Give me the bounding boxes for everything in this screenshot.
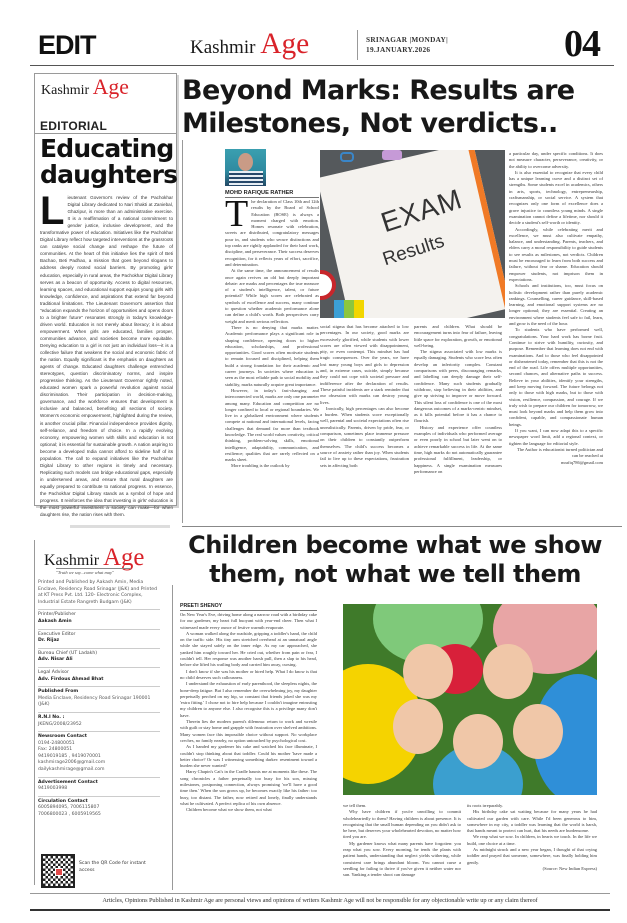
advert-value: 9419003998 xyxy=(38,786,68,792)
article-column-1 xyxy=(180,612,317,814)
editorial-label: EDITORIAL xyxy=(40,119,108,133)
paragraph: We reap what we sow. In children, in hearts we touch. In the life we build, one choice at a time. xyxy=(467,834,597,846)
article-column-3 xyxy=(414,324,502,475)
paragraph: a particular day, under specific conditions. It does not measure character, perseverance, creativity, or the ability to overcome adversity. xyxy=(509,151,603,169)
editorial-text: ieutenant Governor's review of the Pachokhar Digital Library dedicated to Nari Shakti at Zaniebal, Ghazipur, is more than an administrative exercise. It is a reaffirmation of a national commitment to gender justice, inclusive development, and the transformative power of education. Initiatives like the Pachokhar Digital Library reflect how targeted interventions at the grassroots can catalyse social change and reshape the future of communities. At the heart of this initiative lies the spirit of Beti Bachao, Beti Padhao, a mission that goes beyond slogans to address deeply rooted social barriers. By promoting girls' education, especially in rural areas, the Pachokhar Digital Library serves as a beacon of opportunity. Access to digital resources, learning spaces, and educational support equips young girls with knowledge, confidence, and aspirations that extend far beyond traditional limitations. The Lieutenant Governor's assertion that "education expands the horizon of opportunities and opens doors to a brighter future" resonates strongly in today's knowledge-driven world. Education is not merely about literacy; it is about empowerment. When girls are educated, families prosper, communities advance, and societies become more equitable. Denying education to a girl is not just an individual loss—it is a collective failure that weakens the social and economic fabric of the nation. Equally significant is the emphasis on daughters as agents of change. Educated daughters challenge entrenched stereotypes, question discriminatory norms, and inspire progressive thinking. As the Lieutenant Governor rightly noted, educated women spark a powerful revolution against social discrimination. Their participation in decision-making, governance, and the workforce ensures that development is inclusive and balanced, benefiting all sections of society. Women's economic empowerment, highlighted during the review, is another crucial pillar. Financial independence provides dignity, self-reliance, and freedom of choice. In a rapidly evolving economy, empowering women with skills and education is not optional; it is essential for sustainable growth. A nation aspiring to become a developed India cannot afford to sideline half of its population. The call to expand initiatives like the Pachokhar Digital Library to other regions is timely and necessary. Replicating such models can bridge educational gaps, especially in underserved areas, and ensure that rural daughters are equally prepared to contribute to national progress. In essence, the Pachokhar Digital Library stands as a symbol of hope and progress. It reinforces the idea that investing in girls' education is the most powerful investment a society can make—for when daughters rise, the nation rises with them. xyxy=(40,195,173,518)
article-column-3 xyxy=(467,803,597,872)
article-headline[interactable]: Beyond Marks: Results are Milestones, Not verdicts.. xyxy=(182,75,575,139)
photo-text: Results xyxy=(380,230,447,271)
section-rule xyxy=(182,526,622,527)
paragraph: The stigma associated with low marks is equally damaging. Students who score less often develop an inferiority complex. Constant comparisons with peers, discouraging remarks, and labelling can deeply damage their self-confidence. Many such students gradually withdraw, stop believing in their abilities, and give up striving to improve or move forward. This silent loss of confidence is one of the most dangerous outcomes of a marks-centric mindset, as it kills potential before it has a chance to flourish. xyxy=(414,349,502,424)
imprint-value: Dr. Rijaz xyxy=(38,638,60,644)
newsroom-mobile: 9419019185 , 9419070001 xyxy=(38,753,101,759)
page-number: 04 xyxy=(564,23,600,65)
imprint-topbar xyxy=(70,525,170,528)
article-column-2 xyxy=(320,324,409,469)
footer-disclaimer: Articles, Opinions Published in Kashmir Age are personal views and opinions of writers Kashmir Age will not be responsible for any objectionable write up or any claim thereof xyxy=(102,897,538,904)
logo-accent: Age xyxy=(260,28,310,60)
logo-accent: Age xyxy=(92,75,129,99)
imprint-label: Executive Editor xyxy=(38,631,76,637)
issue-date: 19.JANUARY.2026 xyxy=(366,45,431,54)
section-label: EDIT xyxy=(38,30,96,60)
children-photo xyxy=(343,604,597,795)
paragraph: Schools and institutions, too, must focus on holistic development rather than purely academic rankings. Counselling, career guidance, skill-based learning, and emotional support systems are no longer optional; they are essential. Creating an environment where students feel safe to fail, learn, and grow is the need of the hour. xyxy=(509,283,603,327)
logo-text: Kashmir xyxy=(41,83,93,98)
rni-label: R.N.I No. : xyxy=(38,714,65,720)
paragraph: parents and children. What should be encouragement turns into fear of failure, leaving little space for exploration, growth, or emotional well-being. xyxy=(414,324,502,348)
paragraph: History and experience offer countless examples of individuals who performed average or even poorly in school but later went on to achieve remarkable success in life. At the same time, high marks do not automatically guarantee professional fulfillment, leadership, or happiness. A single examination measures performance on xyxy=(414,424,502,474)
tagline: "Truth we say...come what may" xyxy=(56,568,131,575)
photo-text: EXAM xyxy=(377,182,466,239)
article-column-2 xyxy=(343,803,461,879)
paragraph: Therein lies the modern parent's dilemma: return to work and wrestle with guilt or stay home and grapple with frustration over shelved ambitions. Many women face this impossible choice without support. No workplace creches, no family nearby, no option untouched by psychological cost. xyxy=(180,719,317,743)
source-credit: (Source: New Indian Express) xyxy=(542,865,597,871)
dateline xyxy=(366,35,448,55)
newsroom-fax: Fax: 24800051 xyxy=(38,747,73,753)
exam-results-photo xyxy=(320,150,505,318)
qr-code-icon[interactable] xyxy=(41,854,75,888)
author-email[interactable]: mrafiq786@gmail.com xyxy=(560,459,603,465)
column-divider xyxy=(172,585,173,890)
drop-cap: T xyxy=(225,193,249,235)
paragraph: There is no denying that marks matter. Academic performance plays a significant role in shaping confidence, opening doors to higher education, scholarships, and professional opportunities. Good scores often motivate students to remain focused and disciplined, helping them build a strong foundation for their academic and career journeys. In societies where education is seen as the most reliable path to social mobility and stability, marks naturally acquire great importance. xyxy=(225,324,319,387)
newsroom-phone: 0194-24800051 xyxy=(38,740,75,746)
editorial-body xyxy=(40,189,173,518)
paragraph: As I handed my gardener his cake and watched his face illuminate, I couldn't stop thinking about that toddler. Could his mother 'have made a better choice? Or was I witnessing something darker: resentment toward a burden she never wanted? xyxy=(180,744,317,769)
paragraph: Ironically, high percentages can also become a burden. When students score exceptionally well, parental and societal expectations often rise unrealistically. Parents, driven by pride, fear, or comparison, sometimes place immense pressure on their children to constantly outperform themselves. The child's success becomes a source of anxiety rather than joy. When students fail to live up to these expectations, frustration sets in affecting both xyxy=(320,405,409,468)
rni-value: JKENG/2008/23952 xyxy=(38,721,82,727)
paragraph: he declaration of Class 10th and 12th results by the Board of School Education (BOSE) is always a moment charged with emotion. Homes resonate with celebration, sweets are distributed, congratulatory messages pour in, and students who secure distinctions and top ranks are rightly applauded for their hard work, discipline, and perseverance. Their success deserves recognition, for it reflects years of effort, sacrifice, and determination. xyxy=(225,199,320,267)
drop-cap: L xyxy=(40,189,65,233)
paragraph: A woman walked along the roadside, gripping a toddler's hand, the child on the traffic side. His tiny arm stretched overhead at an unnatural angle while she stayed safely on the inner edge. As my car approached, she yanked him roughly toward her. He cried out, whether from pain or fear, I couldn't tell. Her response was another harsh pull, then a slap to his head, before she lifted his wailing body and carried him away, cursing. xyxy=(180,630,317,668)
header-divider xyxy=(357,30,358,60)
editorial-logo xyxy=(41,75,129,99)
author-byline: MOHD RAFIQUE RATHER xyxy=(225,190,319,198)
paragraph: I understand the exhaustion of early parenthood, the sleepless nights, the bone-deep fatigue. But I also remember the overwhelming joy, my daughter perpetually perched on my hip, so constant that friends joked she was my 'extra fitting.' I chose not to hire help because I couldn't imagine entrusting my children to anyone else. I also recognise this is a privilege many don't have. xyxy=(180,681,317,718)
newsroom-label: Newsroom Contact xyxy=(38,734,87,740)
paragraph: its roots irreparably. xyxy=(467,803,504,808)
imprint-label: Legal Advisor xyxy=(38,669,69,675)
author-byline: PREETI SHENOY xyxy=(180,603,317,611)
article-headline[interactable]: Children become what we show them, not what we tell them xyxy=(188,531,602,588)
paragraph: It is also essential to recognize that every child has a unique learning curve and a distinct set of strengths. Some students excel in academics, others in arts, sports, technology, entrepreneurship, craftsmanship, or social service. A system that recognizes only one form of excellence does a grave injustice to countless young minds. A single examination cannot define a lifetime, nor should it decide a student's self-worth or identity. xyxy=(509,169,603,226)
author-note: The Author is educationist turned politician and can be reached at xyxy=(517,446,603,459)
paragraph: However, in today's fast-changing and interconnected world, marks are only one parameter among many. Education and competition are no longer confined to local or regional boundaries. We live in a globalized environment where students compete at national and international levels, facing challenges that demand far more than textbook knowledge. The real world values creativity, critical thinking, problem-solving skills, emotional intelligence, adaptability, communication, and resilience; qualities that are rarely reflected on a marks sheet. xyxy=(225,387,319,463)
paragraph: My gardener knows what many parents have forgotten: you reap what you sow. Every morning, he tends the plants with patient hands, understanding that neglect yields withering, while consistent care brings abundant bloom. You cannot curse a seedling for failing to thrive if you've given it neither water nor sun. Yanking a tender shoot can damage xyxy=(343,840,461,878)
paragraph: social stigma that has become attached to low percentages. In our society, good marks are excessively glorified, while students with lower scores are often viewed with disappointment, pity, or even contempt. This mindset has had tragic consequences. Over the years, we have lost many young boys and girls to depression and, in extreme cases, suicide, simply because they could not cope with societal pressure and indifference after the declaration of results. These painful incidents are a stark reminder that our obsession with marks can destroy young lives. xyxy=(320,324,409,405)
imprint-value: Adv. Nisar Ali xyxy=(38,657,73,663)
published-from-label: Published From xyxy=(38,689,79,695)
imprint-logo xyxy=(44,544,145,571)
published-from: Media Enclave, Residency Road Srinagar 190001 (J&K) xyxy=(38,695,151,708)
paragraph: Why have children if you're unwilling to commit wholeheartedly to them? Having children is about presence. It is recognising that the small human depending on you didn't ask to be here, but deserves your wholehearted devotion, no matter how tired you are. xyxy=(343,809,461,840)
printed-by: Printed and Published by Aakash Amin, Media Enclave, Residency Road Srinagar (J&K) and Printed at KT Press Pvt. Ltd. 120- Electronic Complex, Industrial Estate Rangreth Budgam (J&K) xyxy=(38,578,160,610)
paragraph: To students who have performed well, congratulations. Your hard work has borne fruit. Continue to strive with humility, curiosity, and purpose. Remember that learning does not end with examinations. And to those who feel disappointed or disheartened today, remember that this is not the end of the road. Life offers multiple opportunities, second chances, and alternative paths to success. Believe in your abilities, identify your strengths, and keep moving forward. The future belongs not only to those with high marks, but to those with vision, resilience, compassion, and courage. If we truly wish to prepare our children for tomorrow, we must look beyond marks and help them grow into confident, capable, and compassionate human beings. xyxy=(509,327,603,427)
imprint-value: Aakash Amin xyxy=(38,618,72,624)
imprint-label: Printer/Publisher xyxy=(38,612,76,618)
paragraph: On New Year's Eve, driving home along a narrow road with a birthday cake for our gardener, my heart full buoyant with year-end cheer. Then what I witnessed made every ounce of festive warmth evaporate. xyxy=(180,612,317,630)
paragraph: Accordingly, while celebrating merit and excellence, we must also cultivate empathy, balance, and understanding. Parents, teachers, and elders carry a moral responsibility to guide students to see results as milestones, not verdicts. Children must be encouraged to learn from both success and failure, without fear or shame. Education should empower students, not imprison them in expectations. xyxy=(509,226,603,282)
circulation-label: Circulation Contact xyxy=(38,798,88,804)
masthead-logo[interactable] xyxy=(190,28,310,60)
newsroom-email[interactable]: dailykashmirage@gmail.com xyxy=(38,767,105,773)
paragraph: His birthday cake sat waiting because for many years he had cultivated our garden with care. While I'd been generous to him, somewhere in my city, a toddler was learning that the world is harsh, that hands meant to protect can hurt, that his needs are burdensome. xyxy=(467,809,597,834)
paragraph: If you want, I can now adapt this to a specific newspaper word limit, add a regional context, or tighten the language for editorial style. xyxy=(509,428,603,446)
paragraph: Children become what we show them, not what xyxy=(186,807,272,813)
newsroom-email[interactable]: kashmirage2006@gmail.com xyxy=(38,760,106,766)
alarm-clock-icon xyxy=(320,270,336,300)
header-rule xyxy=(30,65,614,66)
logo-text: Kashmir xyxy=(44,552,104,569)
imprint-label: Bureau Chief (UT Ladakh) xyxy=(38,650,98,656)
article-column-4 xyxy=(509,151,603,466)
paragraph: At the same time, the announcement of results once again revives an old but deeply important debate: are marks and percentages the true measure of a student's intelligence, talent, or future potential? While high scores are celebrated as symbols of excellence and success, many continue to question whether academic performance alone can define a child's worth. Both perspectives carry weight and merit serious reflection. xyxy=(225,268,319,324)
paragraph: we tell them. xyxy=(343,803,367,808)
city-day: SRINAGAR |MONDAY| xyxy=(366,35,449,44)
qr-caption: Scan the QR Code for instant access xyxy=(79,861,146,873)
footer-rule xyxy=(30,909,610,911)
paragraph: I don't know if she was his mother or hired help. What I do know is that no child deserves such callousness. xyxy=(180,668,317,680)
logo-accent: Age xyxy=(103,544,145,571)
logo-text: Kashmir xyxy=(190,37,261,58)
author-photo xyxy=(225,149,266,186)
column-divider xyxy=(182,140,183,523)
editorial-title: Educating daughters xyxy=(40,134,178,189)
advert-label: Advertisement Contact xyxy=(38,779,98,785)
paragraph: Harry Chapin's Cat's in the Cradle haunts me at moments like these. The song chronicles a father perpetually too busy for his son, missing milestones, postponing connection, always promising 'we'll have a good time then.' When the son grows up, he becomes exactly like his father: too busy, too distant. The father, now retired and lonely, finally understands what he cultivated. A perfect replica of his own absence. xyxy=(180,769,317,806)
paragraph: More troubling is the outlook by xyxy=(231,463,290,469)
circulation-phone: 6005894095, 7006115807 xyxy=(38,805,100,811)
paragraph: As midnight struck and a new year began, I thought of that crying toddler and prayed that someone, somewhere, was finally holding him gently. xyxy=(467,847,597,865)
imprint-value: Adv. Firdous Ahmad Bhat xyxy=(38,676,104,682)
circulation-phone: 7006800023 , 6005919565 xyxy=(38,812,101,818)
footer-rule xyxy=(30,893,610,894)
imprint-details xyxy=(38,578,160,822)
